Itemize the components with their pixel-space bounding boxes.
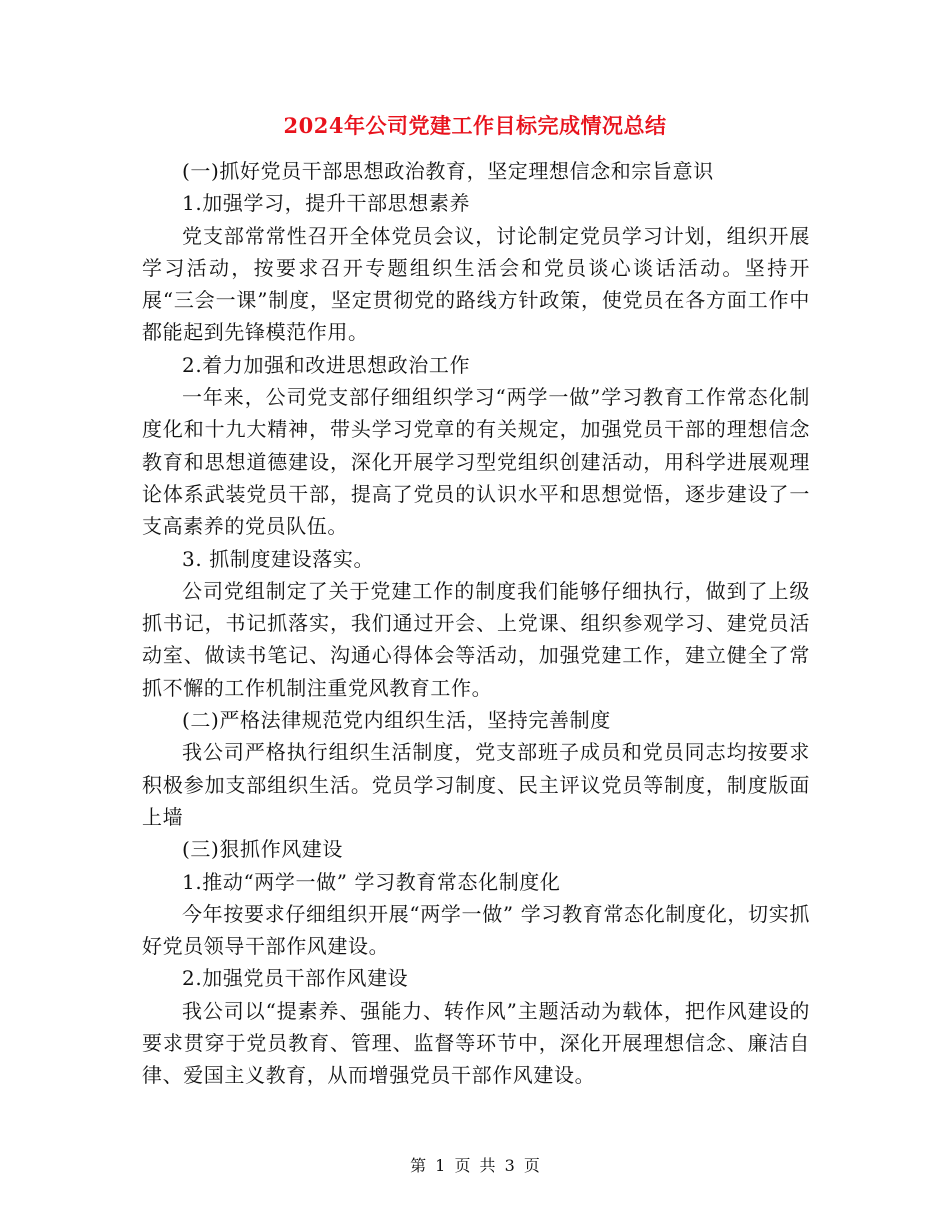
subheading-3-1: 1.推动“两学一做” 学习教育常态化制度化 — [182, 869, 561, 894]
subheading-3-2: 2.加强党员干部作风建设 — [182, 966, 409, 991]
subheading-1-3: 3. 抓制度建设落实。 — [182, 546, 375, 571]
section-heading-1: (一)抓好党员干部思想政治教育，坚定理想信念和宗旨意识 — [182, 159, 714, 183]
subheading-1-2: 2.着力加强和改进思想政治工作 — [182, 352, 471, 377]
subheading-1-1: 1.加强学习，提升干部思想素养 — [182, 191, 471, 216]
paragraph: 今年按要求仔细组织开展“两学一做” 学习教育常态化制度化，切实抓好党员领导干部作风建设。 — [142, 901, 810, 959]
paragraph: 我公司以“提素养、强能力、转作风”主题活动为载体，把作风建设的要求贯穿于党员教育、管理、监督等环节中，深化开展理想信念、廉洁自律、爱国主义教育，从而增强党员干部作风建设。 — [142, 998, 810, 1088]
section-heading-2: (二)严格法律规范党内组织生活，坚持完善制度 — [182, 708, 611, 733]
paragraph: 党支部常常性召开全体党员会议，讨论制定党员学习计划，组织开展学习活动，按要求召开专题组织生活会和党员谈心谈话活动。坚持开展“三会一课”制度，坚定贯彻党的路线方针政策，使党员在各方面工作中都能起到先锋模范作用。 — [142, 223, 810, 345]
page-footer — [0, 1154, 950, 1178]
paragraph: 一年来，公司党支部仔细组织学习“两学一做”学习教育工作常态化制度化和十九大精神，带头学习党章的有关规定，加强党员干部的理想信念教育和思想道德建设，深化开展学习型党组织创建活动，用科学进展观理论体系武装党员干部，提高了党员的认识水平和思想觉悟，逐步建设了一支高素养的党员队伍。 — [142, 385, 810, 539]
document-body — [142, 155, 810, 1092]
paragraph: 公司党组制定了关于党建工作的制度我们能够仔细执行，做到了上级抓书记，书记抓落实，我们通过开会、上党课、组织参观学习、建党员活动室、做读书笔记、沟通心得体会等活动，加强党建工作，建立健全了常抓不懈的工作机制注重党风教育工作。 — [142, 578, 810, 700]
document-title: 2024年公司党建工作目标完成情况总结 — [283, 113, 667, 138]
page-number: 第 1 页 共 3 页 — [410, 1156, 540, 1175]
paragraph: 我公司严格执行组织生活制度，党支部班子成员和党员同志均按要求积极参加支部组织生活。党员学习制度、民主评议党员等制度，制度版面上墙 — [142, 740, 810, 829]
section-heading-3: (三)狠抓作风建设 — [182, 837, 344, 862]
